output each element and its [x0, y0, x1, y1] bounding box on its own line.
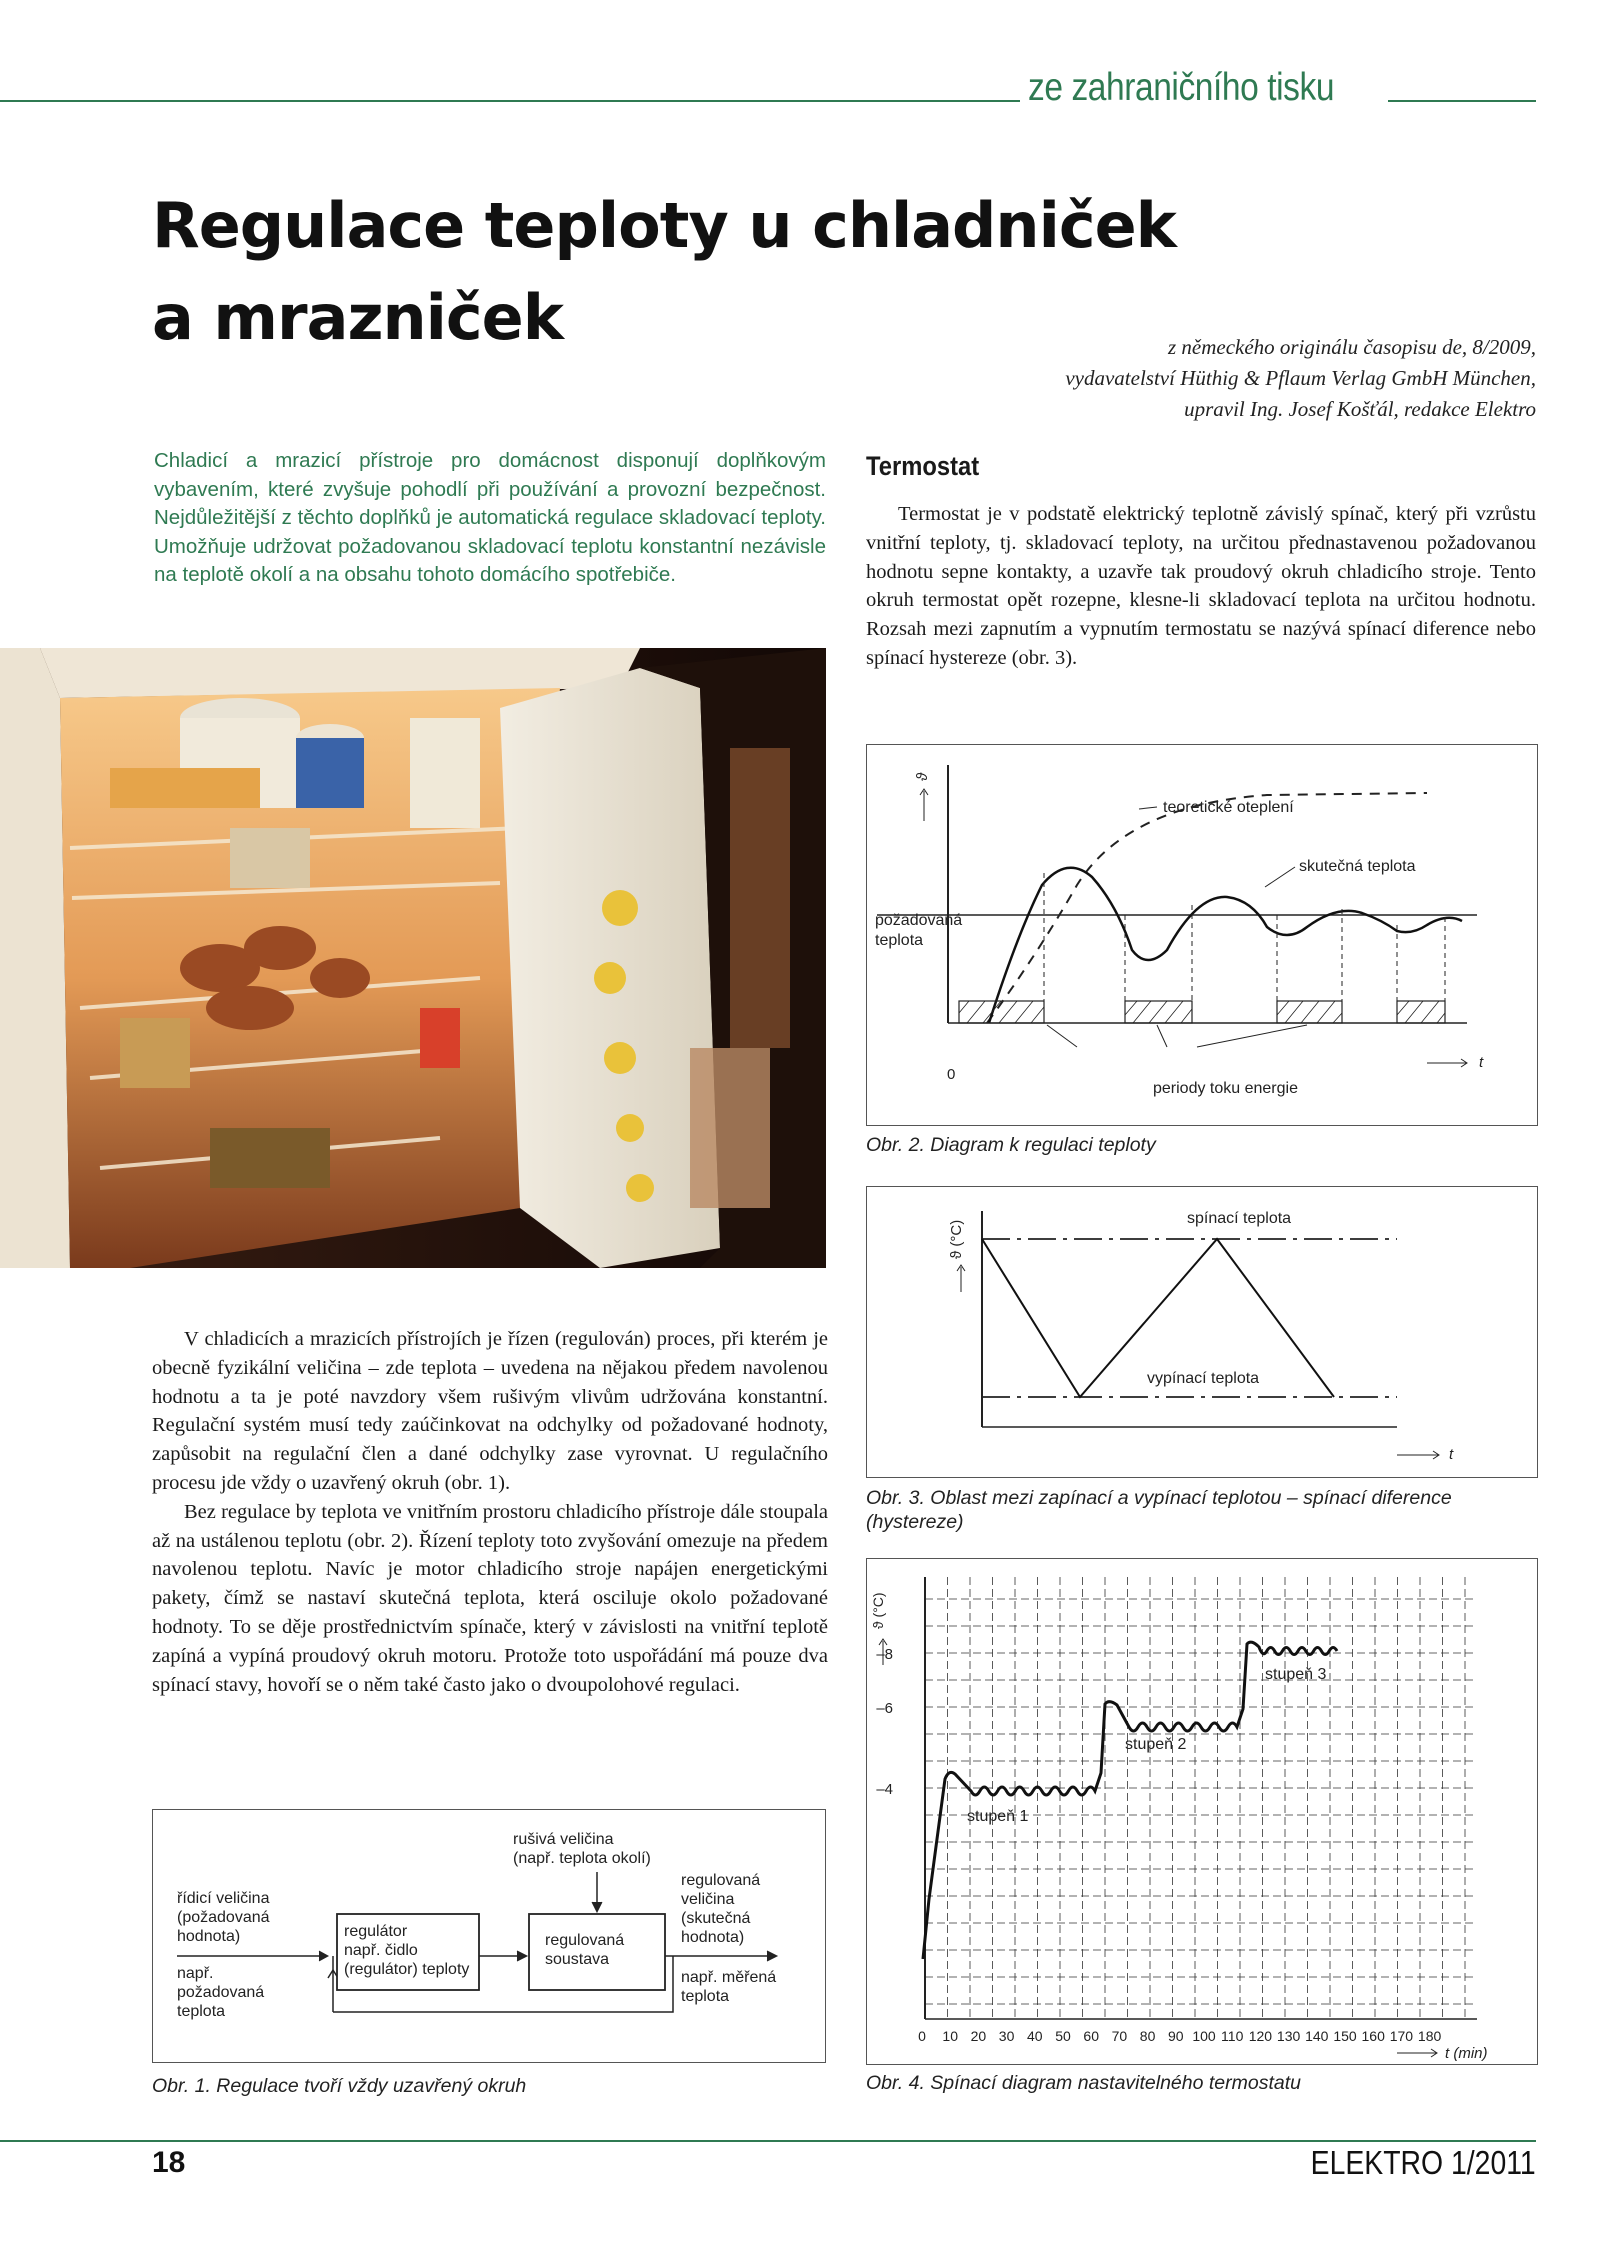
fig4-label-stage-1: stupeň 1 [967, 1808, 1029, 1825]
fig4-x-tick-label: 150 [1333, 2028, 1357, 2044]
figure-3-caption-line-2: (hystereze) [866, 1511, 964, 1533]
fig1-plant-label-1: regulovaná [545, 1932, 625, 1949]
fig4-temperature-curve [923, 1642, 1337, 1959]
fig1-disturbance-label-1: rušivá veličina [513, 1831, 614, 1848]
figure-1-box [152, 1809, 826, 2063]
fig2-label-actual: skutečná teplota [1299, 858, 1416, 875]
fig3-y-axis-label: ϑ (°C) [948, 1219, 965, 1259]
fig4-grid [925, 1577, 1477, 2019]
termostat-paragraph [866, 500, 1536, 673]
fig3-label-switch-off: vypínací teplota [1147, 1370, 1260, 1387]
fig2-energy-periods [959, 1001, 1445, 1023]
fig4-x-tick-label: 160 [1361, 2028, 1385, 2044]
source-line-2: vydavatelství Hüthig & Pflaum Verlag GmbH München, [1065, 366, 1536, 390]
article-source [916, 332, 1536, 425]
figure-3-caption [866, 1486, 1538, 1534]
fig4-x-ticks [918, 2028, 1441, 2044]
fig1-label-reference-1: řídicí veličina [177, 1890, 270, 1907]
figure-4-box [866, 1558, 1538, 2065]
fig3-label-switch-on: spínací teplota [1187, 1210, 1292, 1227]
fig4-y-tick-8: –8 [876, 1646, 893, 1663]
fig4-label-stage-3: stupeň 3 [1265, 1666, 1327, 1683]
fig2-origin-label: 0 [947, 1066, 956, 1083]
figure-2-caption: Obr. 2. Diagram k regulaci teploty [866, 1134, 1156, 1156]
fig1-measured-label-2: teplota [681, 1988, 730, 2005]
fig4-x-tick-label: 120 [1248, 2028, 1273, 2044]
page-number: 18 [152, 2146, 186, 2179]
title-line-1: Regulace teploty u chladniček [152, 189, 1176, 262]
fig1-controller-label-3: (regulátor) teploty [344, 1961, 470, 1978]
fig1-label-example-2: požadovaná [177, 1984, 265, 2001]
figure-3-caption-line-1: Obr. 3. Oblast mezi zapínací a vypínací teplotou – spínací diference [866, 1487, 1452, 1509]
body-paragraph-1: V chladicích a mrazicích přístrojích je řízen (regulován) proces, při kterém je obecně fyzikální veličina – zde teplota – uvedena na nějakou předem navolenou hodnotu a ta je poté navzdory všem rušivým vlivům udržována konstantní. Regulační systém musí tedy zaúčinkovat na odchylky od požadované hodnoty, zapůsobit na regulační člen a dané odchylky zase vyrovnat. U regulačního procesu jde vždy o uzavřený okruh (obr. 1). [152, 1328, 828, 1494]
fig4-y-tick-6: –6 [876, 1700, 893, 1717]
figure-1-caption: Obr. 1. Regulace tvoří vždy uzavřený okruh [152, 2075, 527, 2097]
fig4-x-tick-label: 10 [942, 2028, 958, 2044]
figure-2-diagram [867, 745, 1537, 1125]
title-line-2: a mrazniček [152, 281, 563, 354]
fig1-output-label-4: hodnota) [681, 1929, 745, 1946]
fridge-photo [0, 648, 826, 1268]
fig2-label-periods: periody toku energie [1153, 1080, 1298, 1097]
fig1-label-reference-2: (požadovaná [177, 1909, 270, 1926]
fig2-energy-hatching [959, 1001, 1445, 1023]
fig4-x-tick-label: 180 [1417, 2028, 1442, 2044]
body-column-left [152, 1325, 828, 1699]
fig1-label-example-1: např. [177, 1965, 214, 1982]
fig4-x-tick-label: 30 [998, 2028, 1015, 2044]
header-rule-right [1388, 100, 1536, 102]
fig4-x-tick-label: 140 [1305, 2028, 1329, 2044]
fig2-label-setpoint-2: teplota [875, 932, 924, 949]
fig4-x-tick-label: 90 [1168, 2028, 1184, 2044]
source-line-1: z německého originálu časopisu de, 8/2009, [1167, 335, 1536, 359]
figure-2-box [866, 744, 1538, 1126]
fig2-actual-curve [989, 868, 1462, 1023]
figure-4-diagram [867, 1559, 1537, 2064]
fig1-output-label-2: veličina [681, 1891, 735, 1908]
fig4-label-stage-2: stupeň 2 [1125, 1736, 1187, 1753]
fig4-x-tick-label: 100 [1192, 2028, 1216, 2044]
fig1-controller-label-1: regulátor [344, 1923, 408, 1940]
fig2-label-theoretical: teoretické oteplení [1163, 799, 1294, 816]
journal-name: ELEKTRO 1/2011 [1310, 2144, 1536, 2181]
figure-3-box [866, 1186, 1538, 1478]
fig4-x-tick-label: 70 [1111, 2028, 1128, 2044]
fig4-x-tick-label: 170 [1389, 2028, 1414, 2044]
fridge-photo-illustration [0, 648, 826, 1268]
fig2-theoretical-curve [987, 793, 1427, 1023]
fig4-x-tick-label: 60 [1083, 2028, 1099, 2044]
fig2-y-axis-label: ϑ [914, 772, 931, 781]
fig3-x-axis-label: t [1449, 1446, 1454, 1463]
fig1-controller-label-2: např. čidlo [344, 1942, 418, 1959]
fig4-x-tick-label: 40 [1027, 2028, 1043, 2044]
footer-rule [0, 2140, 1536, 2142]
fig4-x-axis-label: t (min) [1445, 2045, 1488, 2062]
source-line-3: upravil Ing. Josef Košťál, redakce Elektro [1184, 397, 1536, 421]
figure-1-diagram [153, 1810, 825, 2062]
figure-3-diagram [867, 1187, 1537, 1477]
fig1-output-label-1: regulovaná [681, 1872, 761, 1889]
body-paragraph-2: Bez regulace by teplota ve vnitřním prostoru chladicího přístroje dále stoupala až na ustálenou teplotu (obr. 2). Řízení teploty toto zvyšování omezuje na předem navolenou teplotu. Navíc je motor chladicího stroje napájen energetickými pakety, čímž se nastaví skutečná teplota, která osciluje okolo požadované hodnoty. To se děje prostřednictvím spínače, který v závislosti na vnitřní teplotě zapíná a vypíná proudový okruh motoru. Protože toto uspořádání má pouze dva spínací stavy, hovoří se o něm také často jako o dvoupolohové regulaci. [152, 1500, 828, 1696]
fig4-x-tick-label: 110 [1221, 2028, 1244, 2044]
fig1-label-example-3: teplota [177, 2003, 226, 2020]
fig1-disturbance-label-2: (např. teplota okolí) [513, 1850, 651, 1867]
fig4-x-tick-label: 130 [1276, 2028, 1301, 2044]
fig4-y-axis-label: ϑ (°C) [870, 1592, 886, 1629]
section-tag: ze zahraničního tisku [1028, 66, 1335, 109]
fig4-x-tick-label: 0 [918, 2028, 926, 2044]
fig4-y-tick-4: –4 [876, 1781, 893, 1798]
fig1-plant-label-2: soustava [545, 1951, 610, 1968]
figure-4-caption: Obr. 4. Spínací diagram nastavitelného termostatu [866, 2072, 1302, 2094]
article-intro: Chladicí a mrazicí přístroje pro domácnost disponují doplňkovým vybavením, které zvyšuje pohodlí při používání a provozní bezpečnost. Nejdůležitější z těchto doplňků je automatická regulace skladovací teploty. Umožňuje udržovat požadovanou skladovací teplotu konstantní nezávisle na teplotě okolí a na obsahu tohoto domácího spotřebiče. [154, 449, 826, 586]
fig1-label-reference-3: hodnota) [177, 1928, 241, 1945]
section-heading-termostat: Termostat [866, 451, 980, 481]
fig1-output-label-3: (skutečná [681, 1910, 751, 1927]
fig4-x-tick-label: 80 [1139, 2028, 1156, 2044]
header-rule-left [0, 100, 1020, 102]
fig2-x-axis-label: t [1479, 1054, 1484, 1071]
fig4-x-tick-label: 50 [1055, 2028, 1071, 2044]
fig1-measured-label-1: např. měřená [681, 1969, 777, 1986]
termostat-text: Termostat je v podstatě elektrický teplotně závislý spínač, který při vzrůstu vnitřní teploty, tj. skladovací teploty, na určitou přednastavenou požadovanou hodnotu sepne kontakty, a uzavře tak proudový okruh chladicího stroje. Tento okruh termostat opět rozepne, klesne-li skladovací teplota na určitou hodnotu. Rozsah mezi zapnutím a vypnutím termostatu se nazývá spínací diference nebo spínací hystereze (obr. 3). [866, 503, 1536, 669]
fig4-x-tick-label: 20 [970, 2028, 987, 2044]
fig2-label-setpoint-1: požadovaná [875, 912, 963, 929]
